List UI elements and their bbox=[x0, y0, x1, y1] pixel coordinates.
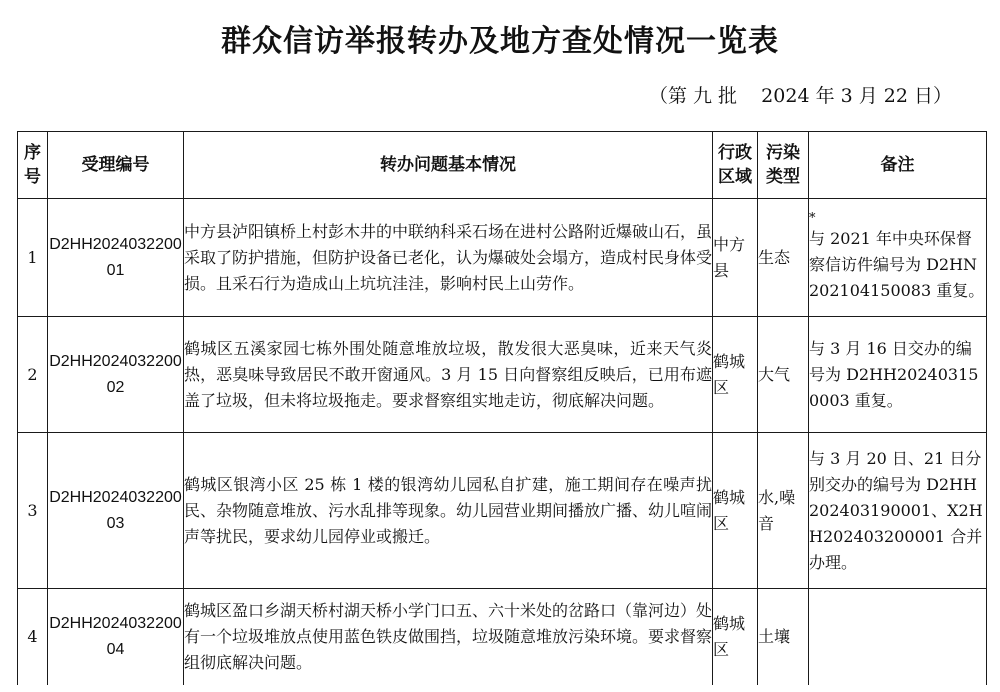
table-row bbox=[18, 433, 987, 589]
row-type: 土壤 bbox=[758, 589, 809, 686]
row-no: 1 bbox=[18, 199, 48, 317]
note-text: 与 2021 年中央环保督察信访件编号为 D2HN202104150083 重复。 bbox=[809, 228, 985, 300]
row-no: 2 bbox=[18, 317, 48, 433]
batch-date: （第 九 批 2024 年 3 月 22 日） bbox=[648, 85, 952, 107]
row-id: D2HH202403220004 bbox=[48, 589, 184, 686]
row-note bbox=[809, 589, 987, 686]
table-header-row bbox=[18, 132, 987, 199]
row-id: D2HH202403220003 bbox=[48, 433, 184, 589]
row-region: 鹤城区 bbox=[713, 589, 758, 686]
row-region: 鹤城区 bbox=[713, 433, 758, 589]
row-note: 与 3 月 20 日、21 日分别交办的编号为 D2HH202403190001、X2HH202403200001 合并办理。 bbox=[809, 433, 987, 589]
table-row bbox=[18, 317, 987, 433]
table-row bbox=[18, 589, 987, 686]
row-id: D2HH202403220002 bbox=[48, 317, 184, 433]
report-table bbox=[17, 131, 987, 685]
row-region: 中方县 bbox=[713, 199, 758, 317]
header-type: 污染类型 bbox=[758, 132, 809, 199]
row-desc: 中方县泸阳镇桥上村彭木井的中联纳科采石场在进村公路附近爆破山石，虽采取了防护措施，但防护设备已老化，认为爆破处会塌方，造成村民身体受损。且采石行为造成山上坑坑洼洼，影响村民上山劳作。 bbox=[184, 199, 713, 317]
row-id: D2HH202403220001 bbox=[48, 199, 184, 317]
row-desc: 鹤城区盈口乡湖天桥村湖天桥小学门口五、六十米处的岔路口（靠河边）处有一个垃圾堆放点使用蓝色铁皮做围挡，垃圾随意堆放污染环境。要求督察组彻底解决问题。 bbox=[184, 589, 713, 686]
row-desc: 鹤城区五溪家园七栋外围处随意堆放垃圾，散发很大恶臭味，近来天气炎热，恶臭味导致居民不敢开窗通风。3 月 15 日向督察组反映后，已用布遮盖了垃圾，但未将垃圾拖走。要求督察组实地走访，彻底解决问题。 bbox=[184, 317, 713, 433]
header-region: 行政区域 bbox=[713, 132, 758, 199]
header-note: 备注 bbox=[809, 132, 987, 199]
row-no: 3 bbox=[18, 433, 48, 589]
row-desc: 鹤城区银湾小区 25 栋 1 楼的银湾幼儿园私自扩建，施工期间存在噪声扰民、杂物随意堆放、污水乱排等现象。幼儿园营业期间播放广播、幼儿喧闹声等扰民，要求幼儿园停业或搬迁。 bbox=[184, 433, 713, 589]
header-desc: 转办问题基本情况 bbox=[184, 132, 713, 199]
page-title: 群众信访举报转办及地方查处情况一览表 bbox=[221, 24, 779, 59]
row-no: 4 bbox=[18, 589, 48, 686]
row-type: 生态 bbox=[758, 199, 809, 317]
row-note bbox=[809, 199, 987, 317]
header-no: 序号 bbox=[18, 132, 48, 199]
row-note: 与 3 月 16 日交办的编号为 D2HH202403150003 重复。 bbox=[809, 317, 987, 433]
table-row bbox=[18, 199, 987, 317]
row-type: 水,噪音 bbox=[758, 433, 809, 589]
row-region: 鹤城区 bbox=[713, 317, 758, 433]
note-asterisk: * bbox=[809, 210, 816, 226]
row-type: 大气 bbox=[758, 317, 809, 433]
header-id: 受理编号 bbox=[48, 132, 184, 199]
